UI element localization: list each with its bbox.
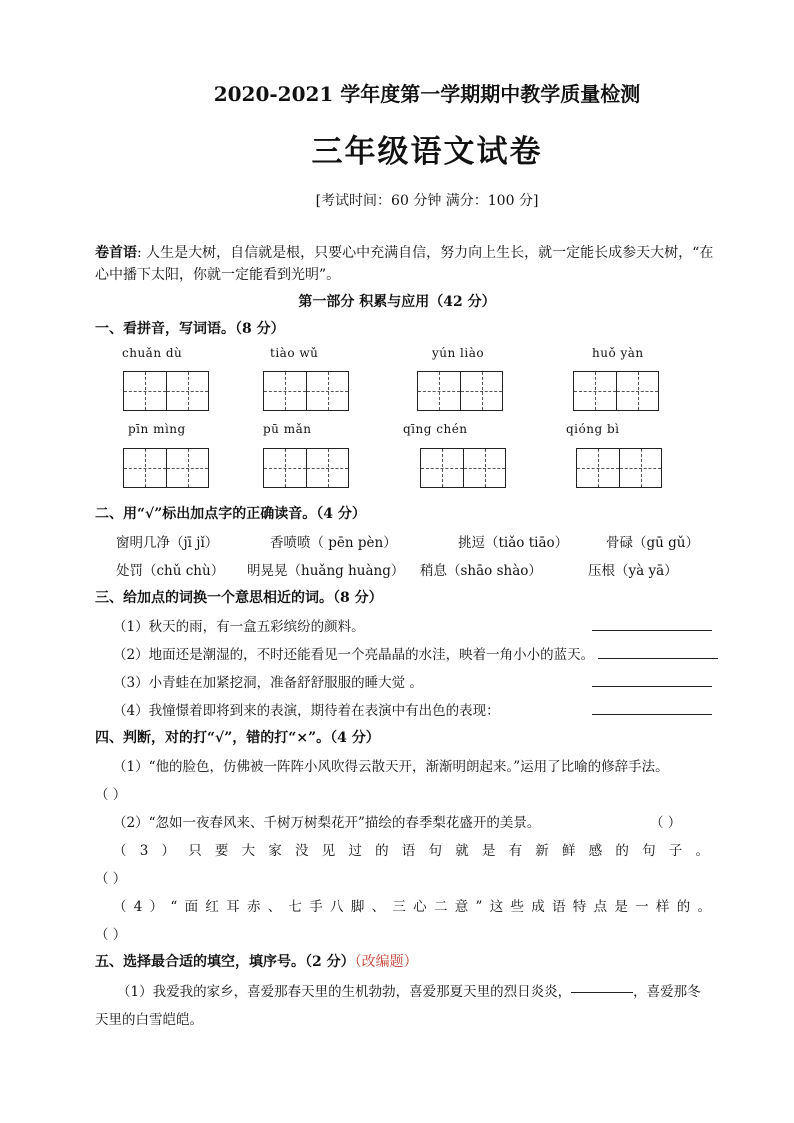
q2-item: 处罚（chǔ chù）: [116, 563, 225, 579]
pinyin-5: pīn mìng: [128, 422, 186, 436]
answer-parenthesis[interactable]: （ ）: [95, 787, 127, 803]
part1-title: 第一部分 积累与应用（42 分）: [298, 294, 496, 310]
writing-grid[interactable]: [420, 448, 506, 488]
q5-item-cont: 天里的白雪皑皑。: [95, 1012, 203, 1028]
q5-item: [117, 980, 701, 1000]
writing-grid[interactable]: [263, 448, 349, 488]
q2-item: 窗明几净（jī jǐ）: [116, 535, 219, 551]
q5-title: [95, 951, 418, 971]
answer-blank[interactable]: [598, 658, 718, 659]
pinyin-2: tiào wǔ: [270, 346, 319, 360]
intro-label: 卷首语: [95, 245, 137, 261]
q4-item: （1）“他的脸色，仿佛被一阵阵小风吹得云散天开，渐渐明朗起来。”运用了比喻的修辞手法。: [113, 759, 669, 775]
q4-item: （4）“面红耳赤、七手八脚、三心二意”这些成语特点是一样的。: [113, 899, 715, 915]
answer-parenthesis[interactable]: （ ）: [650, 815, 682, 831]
q2-item: 香喷喷（ pēn pèn）: [270, 535, 397, 551]
q2-item: 骨碌（gū gǔ）: [606, 535, 699, 551]
answer-parenthesis[interactable]: （ ）: [95, 871, 127, 887]
pinyin-1: chuǎn dù: [122, 346, 183, 360]
answer-blank[interactable]: [571, 992, 633, 993]
q2-item: 明晃晃（huǎng huàng）: [247, 563, 405, 579]
q3-item: （4）我憧憬着即将到来的表演，期待着在表演中有出色的表现：: [113, 703, 500, 719]
q3-item: （1）秋天的雨，有一盒五彩缤纷的颜料。: [113, 619, 365, 635]
q4-title: 四、判断，对的打“√”，错的打“×”。（4 分）: [95, 730, 380, 746]
writing-grid[interactable]: [263, 371, 349, 411]
pinyin-8: qióng bì: [566, 422, 620, 436]
q2-title: 二、用“√”标出加点字的正确读音。（4 分）: [95, 506, 366, 522]
pinyin-6: pū mǎn: [263, 422, 312, 436]
q5-item-text: （1）我爱我的家乡，喜爱那春天里的生机勃勃，喜爱那夏天里的烈日炎炎，: [117, 984, 572, 1000]
q4-item: （2）“忽如一夜春风来、千树万树梨花开”描绘的春季梨花盛开的美景。: [113, 815, 541, 831]
q5-note: （改编题）: [354, 954, 418, 970]
answer-parenthesis[interactable]: （ ）: [95, 927, 127, 943]
pinyin-3: yún liào: [432, 346, 485, 360]
writing-grid[interactable]: [573, 371, 659, 411]
q2-item: 稍息（shāo shào）: [420, 563, 542, 579]
q5-item-text: ，喜爱那冬: [633, 984, 701, 1000]
exam-info: [考试时间：60 分钟 满分：100 分]: [315, 193, 539, 209]
intro-text: : 人生是大树，自信就是根，只要心中充满自信，努力向上生长，就一定能长成参天大树，“在心中播下太阳，你就一定能看到光明”。: [95, 245, 714, 283]
answer-blank[interactable]: [592, 630, 712, 631]
writing-grid[interactable]: [123, 448, 209, 488]
q2-item: 挑逗（tiǎo tiāo）: [458, 535, 569, 551]
q2-item: 压根（yà yā）: [588, 563, 678, 579]
writing-grid[interactable]: [417, 371, 503, 411]
exam-subtitle: 三年级语文试卷: [311, 134, 543, 170]
q3-item: （3）小青蛙在加紧挖洞，准备舒舒服服的睡大觉 。: [113, 675, 423, 691]
q4-item: （3）只要大家没见过的语句就是有新鲜感的句子。: [113, 843, 715, 859]
pinyin-7: qīng chén: [403, 422, 468, 436]
pinyin-4: huǒ yàn: [592, 346, 644, 360]
answer-blank[interactable]: [592, 714, 712, 715]
writing-grid[interactable]: [576, 448, 662, 488]
answer-blank[interactable]: [592, 686, 712, 687]
q5-title-text: 五、选择最合适的填空，填序号。（2 分）: [95, 954, 355, 970]
intro-paragraph: [95, 242, 723, 286]
exam-title: 2020-2021 学年度第一学期期中教学质量检测: [213, 82, 641, 106]
q1-title: 一、看拼音，写词语。（8 分）: [95, 321, 285, 337]
writing-grid[interactable]: [123, 371, 209, 411]
q3-item: （2）地面还是潮湿的，不时还能看见一个亮晶晶的水洼，映着一角小小的蓝天。: [113, 647, 595, 663]
q3-title: 三、给加点的词换一个意思相近的词。（8 分）: [95, 590, 383, 606]
